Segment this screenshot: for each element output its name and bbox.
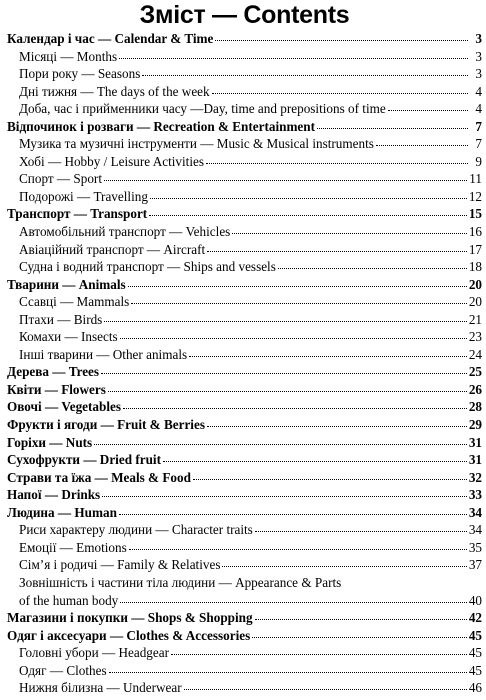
table-of-contents (7, 30, 482, 697)
entry-label: Місяці — Months (19, 48, 118, 64)
dot-leader (255, 531, 467, 532)
toc-subsection-entry[interactable] (7, 644, 482, 662)
dot-leader (120, 338, 467, 339)
dot-leader (252, 637, 467, 638)
toc-subsection-entry[interactable] (7, 346, 482, 364)
page-number: 45 (468, 627, 482, 643)
toc-section-entry[interactable] (7, 609, 482, 627)
page-number: 32 (468, 469, 482, 485)
dot-leader (131, 303, 467, 304)
page-title: Зміст — Contents (139, 1, 350, 29)
toc-subsection-entry[interactable] (7, 311, 482, 329)
dot-leader (184, 689, 467, 690)
entry-label: Доба, час і прийменники часу —Day, time and prepositions of time (19, 101, 386, 117)
toc-subsection-entry[interactable] (7, 153, 482, 171)
page-number: 40 (468, 592, 482, 608)
toc-subsection-entry[interactable] (7, 83, 482, 101)
dot-leader (129, 549, 467, 550)
entry-label: Подорожі — Travelling (19, 188, 148, 204)
page-number: 46 (468, 680, 482, 696)
dot-leader (123, 408, 467, 409)
entry-label: Нижня білизна — Underwear (19, 680, 182, 696)
toc-subsection-entry[interactable] (7, 65, 482, 83)
toc-section-entry[interactable] (7, 363, 482, 381)
dot-leader (207, 251, 467, 252)
toc-subsection-entry[interactable] (7, 135, 482, 153)
page-number: 45 (468, 662, 482, 678)
page-number: 3 (475, 31, 482, 46)
entry-label: Спорт — Sport (19, 171, 102, 187)
toc-subsection-entry[interactable] (7, 48, 482, 66)
page-number: 3 (475, 48, 482, 64)
toc-subsection-entry[interactable] (7, 170, 482, 188)
entry-label: Людина — Human (7, 504, 117, 520)
page-number: 31 (468, 452, 482, 468)
dot-leader (94, 444, 467, 445)
toc-subsection-entry[interactable] (7, 293, 482, 311)
dot-leader (142, 75, 468, 76)
entry-label: Страви та їжа — Meals & Food (7, 469, 191, 485)
dot-leader (222, 566, 466, 567)
dot-leader (109, 672, 467, 673)
dot-leader (163, 461, 467, 462)
toc-section-entry[interactable] (7, 118, 482, 136)
toc-subsection-entry[interactable] (7, 574, 482, 592)
page-number: 45 (468, 645, 482, 661)
entry-label: Хобі — Hobby / Leisure Activities (19, 153, 204, 169)
entry-label: Судна і водний транспорт — Ships and vessels (19, 259, 276, 275)
toc-section-entry[interactable] (7, 398, 482, 416)
page-number: 42 (468, 610, 482, 626)
toc-section-entry[interactable] (7, 486, 482, 504)
entry-label: Авіаційний транспорт — Aircraft (19, 241, 206, 257)
page-number: 7 (475, 118, 482, 134)
page-number: 11 (469, 171, 482, 187)
dot-leader (278, 268, 467, 269)
page-number: 9 (475, 153, 482, 169)
toc-section-entry[interactable] (7, 469, 482, 487)
toc-section-entry[interactable] (7, 451, 482, 469)
entry-label: Одяг — Clothes (19, 662, 107, 678)
toc-section-entry[interactable] (7, 205, 482, 223)
entry-label: of the human body (19, 592, 119, 608)
entry-label: Інші тварини — Other animals (19, 346, 188, 362)
entry-label: Дні тижня — The days of the week (19, 83, 210, 99)
toc-subsection-entry[interactable] (7, 592, 482, 610)
page-number: 18 (468, 259, 482, 275)
page-number: 29 (468, 417, 482, 433)
page-number: 20 (468, 294, 482, 310)
entry-label: Напої — Drinks (7, 487, 101, 503)
entry-label: Горіхи — Nuts (7, 434, 93, 450)
entry-label: Квіти — Flowers (7, 381, 106, 397)
dot-leader (193, 479, 467, 480)
toc-section-entry[interactable] (7, 416, 482, 434)
toc-section-entry[interactable] (7, 434, 482, 452)
page-number: 26 (468, 381, 482, 397)
dot-leader (119, 58, 468, 59)
dot-leader (150, 198, 467, 199)
page-number: 28 (468, 399, 482, 415)
entry-label: Транспорт — Transport (7, 206, 148, 222)
toc-subsection-entry[interactable] (7, 188, 482, 206)
toc-subsection-entry[interactable] (7, 679, 482, 697)
entry-label: Ссавці — Mammals (19, 294, 130, 310)
toc-subsection-entry[interactable] (7, 556, 482, 574)
dot-leader (120, 602, 467, 603)
toc-section-entry[interactable] (7, 276, 482, 294)
toc-subsection-entry[interactable] (7, 662, 482, 680)
toc-section-entry[interactable] (7, 627, 482, 645)
dot-leader (376, 145, 468, 146)
entry-label: Головні убори — Headgear (19, 645, 169, 661)
toc-subsection-entry[interactable] (7, 328, 482, 346)
page-number: 34 (468, 504, 482, 520)
toc-subsection-entry[interactable] (7, 521, 482, 539)
entry-label: Тварини — Animals (7, 276, 126, 292)
page-number: 31 (468, 434, 482, 450)
toc-subsection-entry[interactable] (7, 100, 482, 118)
dot-leader (388, 110, 468, 111)
page-number: 4 (475, 101, 482, 117)
page-number: 16 (468, 224, 482, 240)
dot-leader (149, 215, 467, 216)
page-number: 37 (468, 557, 482, 573)
entry-label: Відпочинок і розваги — Recreation & Entertainment (7, 118, 316, 134)
entry-label: Сім’я і родичі — Family & Relatives (19, 557, 221, 573)
dot-leader (101, 373, 467, 374)
entry-label: Овочі — Vegetables (7, 399, 122, 415)
page-number: 33 (468, 487, 482, 503)
dot-leader (212, 93, 468, 94)
dot-leader (171, 654, 467, 655)
page-number: 15 (468, 206, 482, 222)
page-number: 24 (468, 346, 482, 362)
entry-label: Фрукти і ягоди — Fruit & Berries (7, 417, 205, 433)
entry-label: Магазини і покупки — Shops & Shopping (7, 610, 253, 626)
dot-leader (104, 321, 467, 322)
toc-section-entry[interactable] (7, 504, 482, 522)
dot-leader (108, 391, 467, 392)
page-number: 20 (468, 276, 482, 292)
dot-leader (206, 163, 468, 164)
entry-label: Зовнішність і частини тіла людини — Appearance & Parts (19, 574, 342, 590)
toc-subsection-entry[interactable] (7, 223, 482, 241)
entry-label: Пори року — Seasons (19, 66, 141, 82)
entry-label: Музика та музичні інструменти — Music & Musical instruments (19, 136, 374, 152)
toc-section-entry[interactable] (7, 381, 482, 399)
page-number: 4 (475, 83, 482, 99)
entry-label: Риси характеру людини — Character traits (19, 522, 253, 538)
dot-leader (215, 40, 468, 41)
page-number: 25 (468, 364, 482, 380)
dot-leader (255, 619, 467, 620)
dot-leader (104, 180, 467, 181)
page-number: 12 (468, 188, 482, 204)
page-number: 23 (468, 329, 482, 345)
dot-leader (119, 514, 467, 515)
page-number: 7 (475, 136, 482, 152)
dot-leader (232, 233, 467, 234)
dot-leader (317, 128, 468, 129)
entry-label: Комахи — Insects (19, 329, 118, 345)
page-number: 34 (468, 522, 482, 538)
entry-label: Сухофрукти — Dried fruit (7, 452, 161, 468)
toc-subsection-entry[interactable] (7, 258, 482, 276)
toc-subsection-entry[interactable] (7, 539, 482, 557)
entry-label: Дерева — Trees (7, 364, 100, 380)
dot-leader (189, 356, 467, 357)
entry-label: Емоції — Emotions (19, 539, 127, 555)
toc-subsection-entry[interactable] (7, 241, 482, 259)
page-number: 3 (475, 66, 482, 82)
dot-leader (128, 286, 467, 287)
entry-label: Автомобільний транспорт — Vehicles (19, 224, 231, 240)
page-number: 21 (468, 311, 482, 327)
dot-leader (102, 496, 467, 497)
entry-label: Одяг і аксесуари — Clothes & Accessories (7, 627, 251, 643)
page-number: 17 (468, 241, 482, 257)
toc-section-entry[interactable] (7, 30, 482, 48)
entry-label: Птахи — Birds (19, 311, 103, 327)
page-number: 35 (468, 539, 482, 555)
entry-label: Календар і час — Calendar & Time (7, 31, 214, 46)
dot-leader (207, 426, 467, 427)
